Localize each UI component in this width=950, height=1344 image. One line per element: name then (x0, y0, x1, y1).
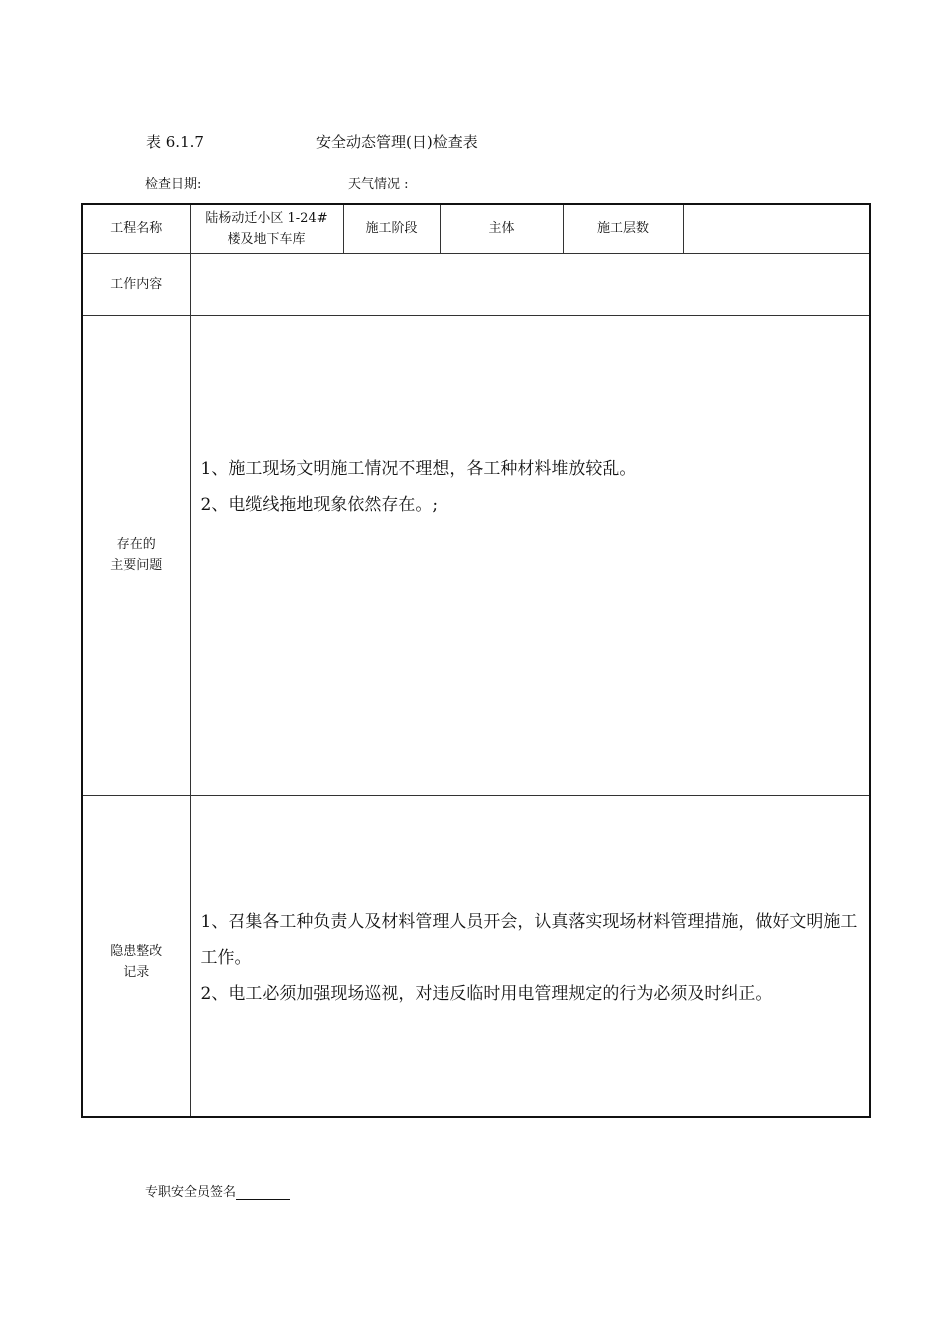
table-row (82, 315, 870, 795)
work-content-label: 工作内容 (82, 253, 190, 315)
stage-label: 施工阶段 (343, 204, 440, 253)
issues-label (82, 315, 190, 795)
weather-label: 天气情况 : (348, 177, 409, 192)
rectify-label-line: 记录 (123, 964, 150, 980)
rectify-content (190, 795, 870, 1117)
table-code: 表 6.1.7 (146, 133, 204, 151)
floors-label: 施工层数 (563, 204, 683, 253)
signature-label: 专职安全员签名 (145, 1185, 237, 1200)
project-name-value (190, 204, 343, 253)
project-name-line: 楼及地下车库 (227, 231, 306, 247)
rectify-label (82, 795, 190, 1117)
table-row (82, 795, 870, 1117)
table-row (82, 204, 870, 253)
inspection-date-label: 检查日期: (145, 177, 202, 192)
signature-line[interactable] (236, 1185, 290, 1200)
issues-label-line: 存在的 (116, 537, 156, 552)
issue-item: 2、电缆线拖地现象依然存在。; (200, 495, 439, 515)
table-row (82, 253, 870, 315)
signature-field (145, 1181, 290, 1200)
rectify-item: 1、召集各工种负责人及材料管理人员开会，认真落实现场材料管理措施，做好文明施工工作。 (200, 911, 858, 968)
floors-value (683, 204, 870, 253)
rectify-item: 2、电工必须加强现场巡视，对违反临时用电管理规定的行为必须及时纠正。 (200, 983, 773, 1004)
project-name-line: 陆杨动迁小区 1-24# (205, 210, 328, 226)
stage-value: 主体 (440, 204, 563, 253)
issues-content (190, 315, 870, 795)
page-title: 安全动态管理(日)检查表 (316, 133, 478, 151)
issue-item: 1、施工现场文明施工情况不理想，各工种材料堆放较乱。 (200, 459, 637, 479)
work-content-value (190, 253, 870, 315)
inspection-form-table (81, 203, 871, 1118)
project-name-label: 工程名称 (82, 204, 190, 253)
rectify-label-line: 隐患整改 (110, 943, 163, 959)
issues-label-line: 主要问题 (110, 558, 163, 573)
